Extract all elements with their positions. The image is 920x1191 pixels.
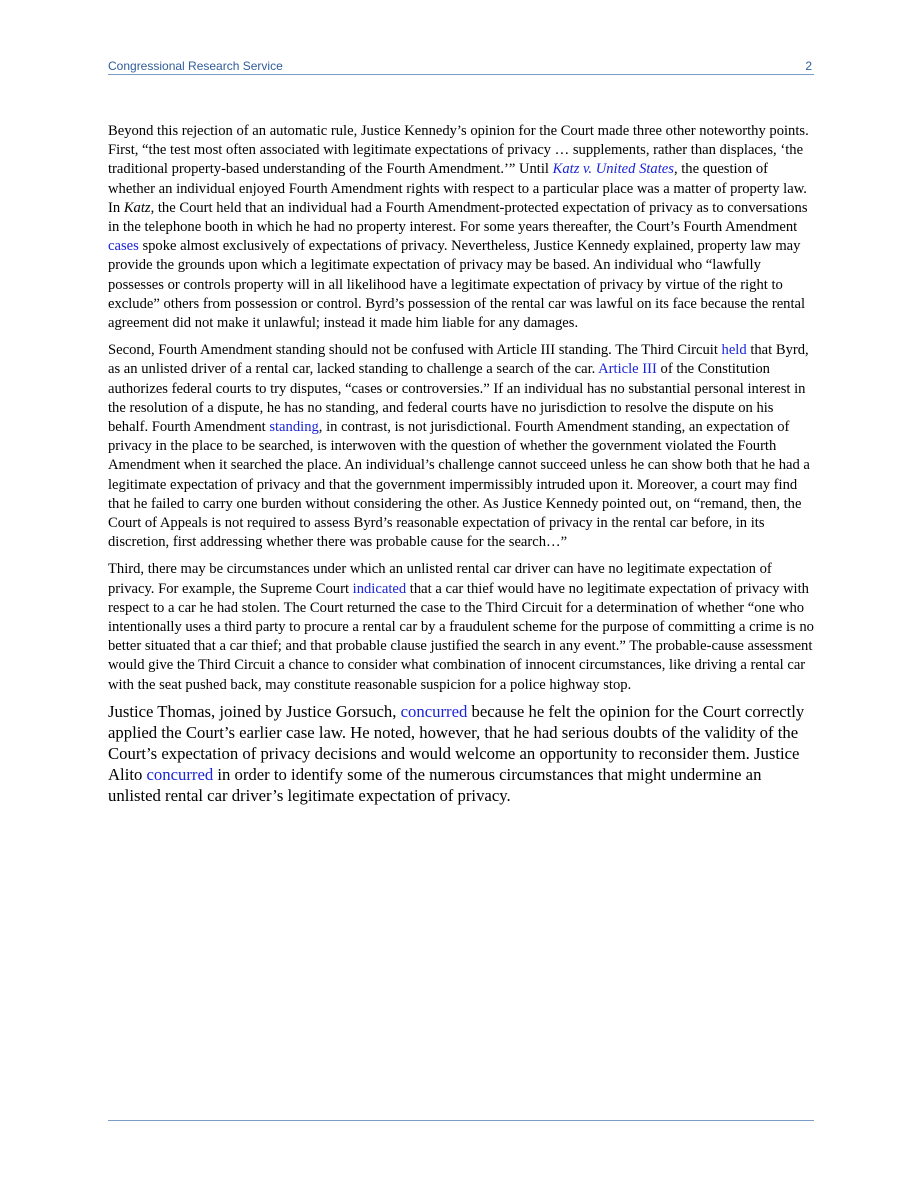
case-name-italic: Katz [123,199,151,216]
paragraph-3 [108,560,814,694]
paragraph-4 [108,701,814,806]
link-concurred-alito[interactable]: concurred [146,764,214,784]
footer-rule [108,1120,814,1121]
text-run: , the Court held that an individual had a Fourth Amendment-protected expectation of privacy as to conversations in the telephone booth in which he had no property interest. For some years thereafter, the Court’s Fourth Amendment [108,199,808,236]
text-run: Second, Fourth Amendment standing should not be confused with Article III standing. The Third Circuit [108,342,722,359]
page-header [108,58,814,75]
text-run: that Byrd, as an unlisted driver of a rental car, lacked standing to challenge a search of the car. [108,342,809,378]
text-run: in order to identify some of the numerous circumstances that might undermine an unlisted rental car driver’s legitimate expectation of privacy. [108,764,762,805]
text-run: of the Constitution authorizes federal courts to try disputes, “cases or controversies.” If an individual has no substantial personal interest in the resolution of a dispute, he has no standing, and federal courts have no jurisdiction to resolve the dispute on his behalf. Fourth Amendment [108,361,806,436]
paragraph-2 [108,341,814,552]
text-run: , the question of whether an individual enjoyed Fourth Amendment rights with respect to a particular place was a matter of property law. In [108,161,807,216]
link-held[interactable]: held [721,342,747,359]
text-run: that a car thief would have no legitimate expectation of privacy with respect to a car he had stolen. The Court returned the case to the Third Circuit for a determination of whether “one who intentionally uses a third party to procure a rental car by a fraudulent scheme for the purpose of committing a crime is no better situated that a car thief; and that probable clause justified the search in any event.” The probable-cause assessment would give the Third Circuit a chance to consider what combination of innocent circumstances, like driving a rental car with the seat pushed back, may constitute reasonable suspicion for a police highway stop. [108,580,814,693]
link-concurred-thomas[interactable]: concurred [400,701,468,721]
text-run: Third, there may be circumstances under which an unlisted rental car driver can have no legitimate expectation of privacy. For example, the Supreme Court [108,561,772,597]
page-number: 2 [805,59,812,73]
paragraph-1 [108,122,814,333]
text-run: spoke almost exclusively of expectations of privacy. Nevertheless, Justice Kennedy explained, property law may provide the grounds upon which a legitimate expectation of privacy may be based. An individual who “lawfully possesses or controls property will in all likelihood have a legitimate expectation of privacy by virtue of the right to exclude” others from possession or control. Byrd’s possession of the rental car was lawful on its face because the rental agreement did not make it unlawful; instead it made him liable for any damages. [108,238,806,332]
link-katz-v-united-states[interactable]: Katz v. United States [552,161,674,178]
header-title: Congressional Research Service [108,59,283,73]
text-run: , in contrast, is not jurisdictional. Fourth Amendment standing, an expectation of privacy in the place to be searched, is interwoven with the question of whether the government violated the Fourth Amendment when it searched the place. An individual’s challenge cannot succeed unless he can show both that he had a legitimate expectation of privacy and that the government impermissibly intruded upon it. Moreover, a court may find that he failed to carry one burden without considering the other. As Justice Kennedy pointed out, on “remand, then, the Court of Appeals is not required to assess Byrd’s reasonable expectation of privacy in the rental car before, in its discretion, first addressing whether there was probable cause for the search…” [108,419,810,551]
link-cases[interactable]: cases [108,238,139,255]
link-standing[interactable]: standing [269,419,319,436]
text-run: Justice Thomas, joined by Justice Gorsuch, [108,701,401,721]
text-run: because he felt the opinion for the Court correctly applied the Court’s earlier case law. He noted, however, that he had serious doubts of the validity of the Court’s expectation of privacy decisions and would welcome an opportunity to reconsider them. Justice Alito [108,701,805,784]
link-article-iii[interactable]: Article III [598,361,657,378]
document-body [108,122,814,806]
text-run: Beyond this rejection of an automatic rule, Justice Kennedy’s opinion for the Court made three other noteworthy points. First, “the test most often associated with legitimate expectations of privacy … supplements, rather than displaces, ‘the traditional property-based understanding of the Fourth Amendment.’” Until [108,123,809,178]
link-indicated[interactable]: indicated [352,580,407,597]
